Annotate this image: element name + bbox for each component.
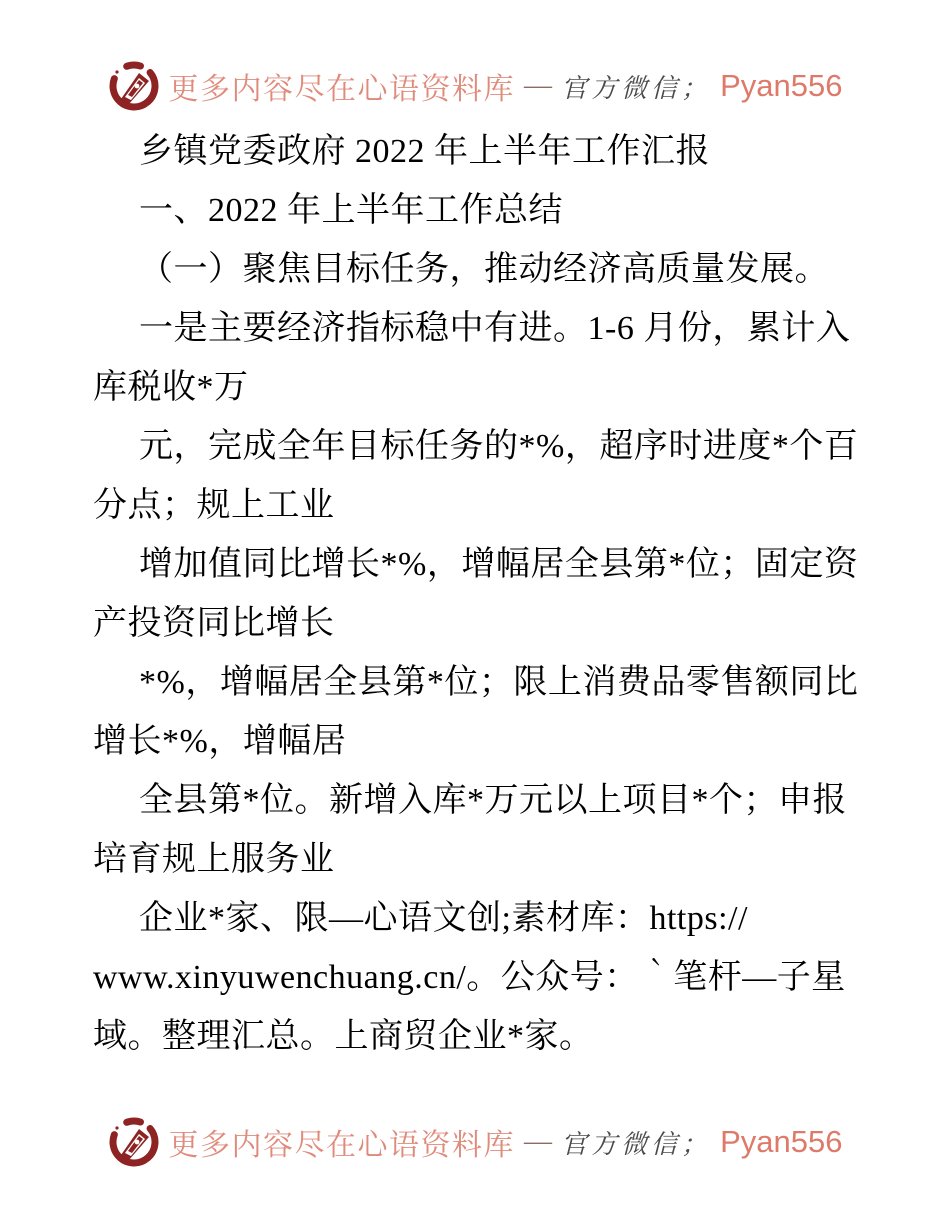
pen-circle-logo-icon bbox=[108, 1116, 160, 1168]
brand-text: 更多内容尽在心语资料库 bbox=[168, 1129, 516, 1162]
document-line: 一是主要经济指标稳中有进。1-6 月份，累计入 bbox=[139, 310, 851, 347]
document-line: 域。整理汇总。上商贸企业*家。 bbox=[93, 1018, 594, 1055]
document-line: 分点；规上工业 bbox=[93, 487, 335, 524]
document-line: 培育规上服务业 bbox=[93, 841, 335, 878]
separator-dash: — bbox=[524, 70, 553, 101]
separator-dash: — bbox=[524, 1126, 553, 1157]
footer-watermark bbox=[0, 1116, 950, 1168]
wechat-label: 官方微信； bbox=[561, 1129, 712, 1159]
document-line: 库税收*万 bbox=[93, 369, 249, 406]
wechat-label: 官方微信； bbox=[561, 73, 712, 103]
header-watermark bbox=[0, 60, 950, 112]
document-line: *%，增幅居全县第*位；限上消费品零售额同比 bbox=[139, 664, 859, 701]
brand-text: 更多内容尽在心语资料库 bbox=[168, 73, 516, 106]
document-line: 全县第*位。新增入库*万元以上项目*个；申报 bbox=[139, 782, 847, 819]
document-line: 产投资同比增长 bbox=[93, 605, 335, 642]
doc-section-heading: 一、2022 年上半年工作总结 bbox=[139, 192, 563, 229]
document-line: www.xinyuwenchuang.cn/。公众号：｀笔杆—子星 bbox=[93, 959, 846, 996]
document-line: 元，完成全年目标任务的*%，超序时进度*个百 bbox=[139, 428, 859, 465]
document-line: 增加值同比增长*%，增幅居全县第*位；固定资 bbox=[139, 546, 859, 583]
document-line: 企业*家、限—心语文创;素材库：https:// bbox=[139, 900, 748, 937]
doc-subsection-heading: （一）聚焦目标任务，推动经济高质量发展。 bbox=[139, 251, 829, 288]
pen-circle-logo-icon bbox=[108, 60, 160, 112]
wechat-id: Pyan556 bbox=[720, 68, 843, 103]
document-line: 增长*%，增幅居 bbox=[93, 723, 347, 760]
document-body bbox=[93, 122, 893, 1066]
doc-title-line: 乡镇党委政府 2022 年上半年工作汇报 bbox=[139, 133, 710, 170]
wechat-id: Pyan556 bbox=[720, 1124, 843, 1159]
